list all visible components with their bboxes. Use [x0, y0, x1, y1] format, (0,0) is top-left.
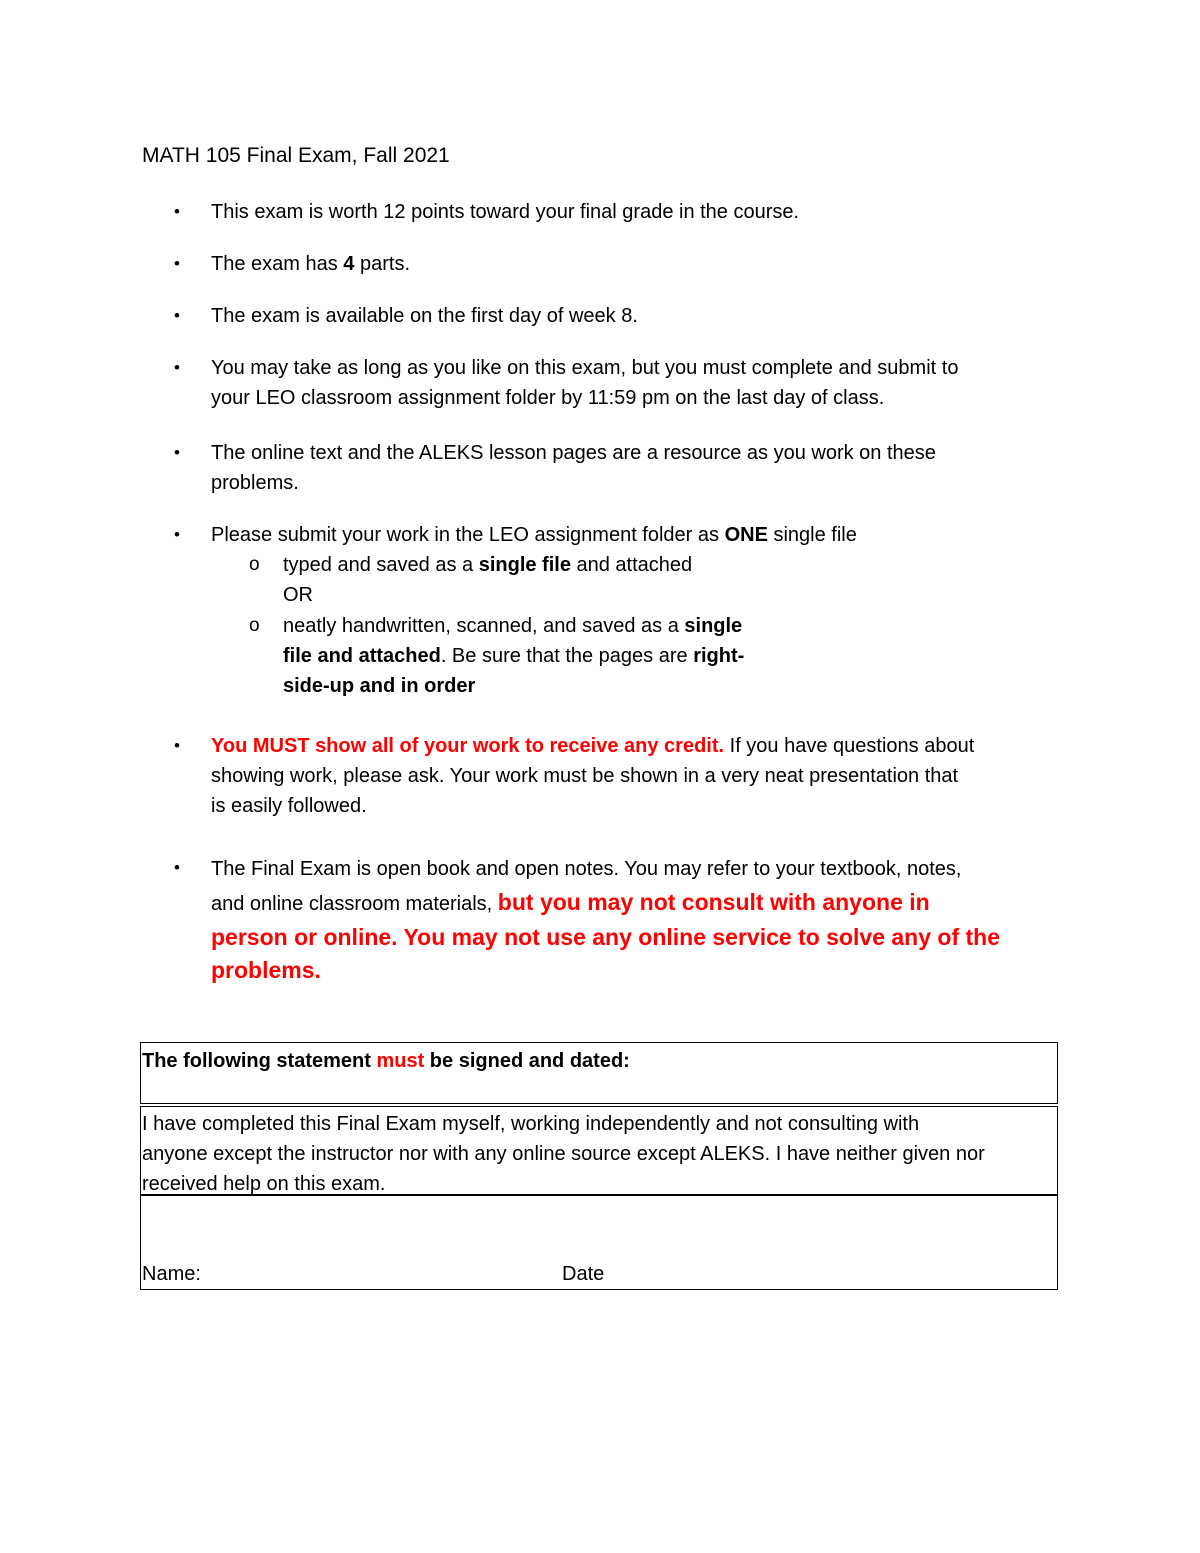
text-run: Please submit your work in the LEO assignment folder as — [211, 524, 725, 546]
text-run: single file — [767, 524, 857, 546]
sub-bullet-icon: o — [249, 615, 260, 636]
bold-run: 4 — [343, 253, 355, 275]
emphasis-run: but you may not consult with anyone in — [497, 889, 930, 915]
text-run: The following statement — [142, 1050, 377, 1072]
bold-run: file and attached — [283, 645, 441, 667]
text-run: neatly handwritten, scanned, and saved as a — [283, 615, 685, 637]
bold-run: ONE — [724, 524, 768, 546]
text-run: be signed and dated: — [424, 1050, 630, 1072]
bold-run: right- — [693, 645, 745, 667]
bold-run: single — [684, 615, 743, 637]
bullet-icon: • — [174, 306, 180, 325]
bullet-icon: • — [174, 858, 180, 877]
text-line: your LEO classroom assignment folder by 11:59 pm on the last day of class. — [211, 387, 885, 409]
text-line: anyone except the instructor nor with any online source except ALEKS. I have neither given nor — [142, 1143, 985, 1165]
text-line — [283, 550, 783, 580]
text-line — [283, 641, 783, 671]
text-run: If you have questions about — [724, 735, 975, 757]
text-line — [211, 886, 1051, 921]
bullet-icon: • — [174, 254, 180, 273]
bullet-text: The exam is available on the first day of week 8. — [211, 305, 638, 327]
name-label: Name: — [142, 1263, 201, 1285]
text-line — [211, 731, 1051, 761]
emphasis-run: must — [376, 1050, 425, 1072]
text-line: The Final Exam is open book and open notes. You may refer to your textbook, notes, — [211, 858, 962, 880]
text-run: and online classroom materials, — [211, 893, 498, 915]
bold-run: single file — [478, 554, 571, 576]
text-line: received help on this exam. — [142, 1173, 386, 1195]
text-line: You may take as long as you like on this exam, but you must complete and submit to — [211, 357, 959, 379]
emphasis-line: person or online. You may not use any online service to solve any of the — [211, 924, 1001, 950]
bullet-text — [211, 438, 1051, 498]
bullet-text — [211, 520, 1051, 550]
bullet-icon: • — [174, 202, 180, 221]
bullet-text — [211, 731, 1051, 821]
bullet-text — [211, 353, 1051, 413]
sub-text — [283, 550, 783, 610]
statement-body-row — [140, 1106, 1058, 1196]
bullet-icon: • — [174, 443, 180, 462]
text-line: The online text and the ALEKS lesson pages are a resource as you work on these — [211, 442, 936, 464]
bullet-icon: • — [174, 736, 180, 755]
page-title: MATH 105 Final Exam, Fall 2021 — [142, 144, 450, 167]
text-line: showing work, please ask. Your work must be shown in a very neat presentation that — [211, 765, 959, 787]
emphasis-line: problems. — [211, 957, 321, 983]
sub-bullet-icon: o — [249, 554, 260, 575]
statement-table — [140, 1042, 1060, 1290]
text-line: I have completed this Final Exam myself, working independently and not consulting with — [142, 1113, 920, 1135]
text-line: is easily followed. — [211, 795, 367, 817]
text-line: problems. — [211, 472, 299, 494]
bullet-text: This exam is worth 12 points toward your final grade in the course. — [211, 201, 800, 223]
bullet-icon: • — [174, 525, 180, 544]
text-run: The exam has — [211, 253, 344, 275]
statement-body — [142, 1109, 1058, 1199]
signature-row — [140, 1196, 1058, 1290]
sub-text — [283, 611, 783, 701]
bullet-icon: • — [174, 358, 180, 377]
text-run: . Be sure that the pages are — [440, 645, 694, 667]
bullet-text — [211, 853, 1051, 987]
date-label: Date — [562, 1263, 605, 1285]
statement-header-row — [140, 1042, 1058, 1104]
text-run: and attached — [570, 554, 693, 576]
bullet-text — [211, 249, 1051, 279]
text-run: typed and saved as a — [283, 554, 479, 576]
text-line: side-up and in order — [283, 675, 476, 697]
text-line: OR — [283, 584, 313, 606]
statement-header — [142, 1046, 1058, 1076]
emphasis-run: You MUST show all of your work to receive any credit. — [211, 735, 725, 757]
text-run: parts. — [354, 253, 410, 275]
text-line — [283, 611, 783, 641]
